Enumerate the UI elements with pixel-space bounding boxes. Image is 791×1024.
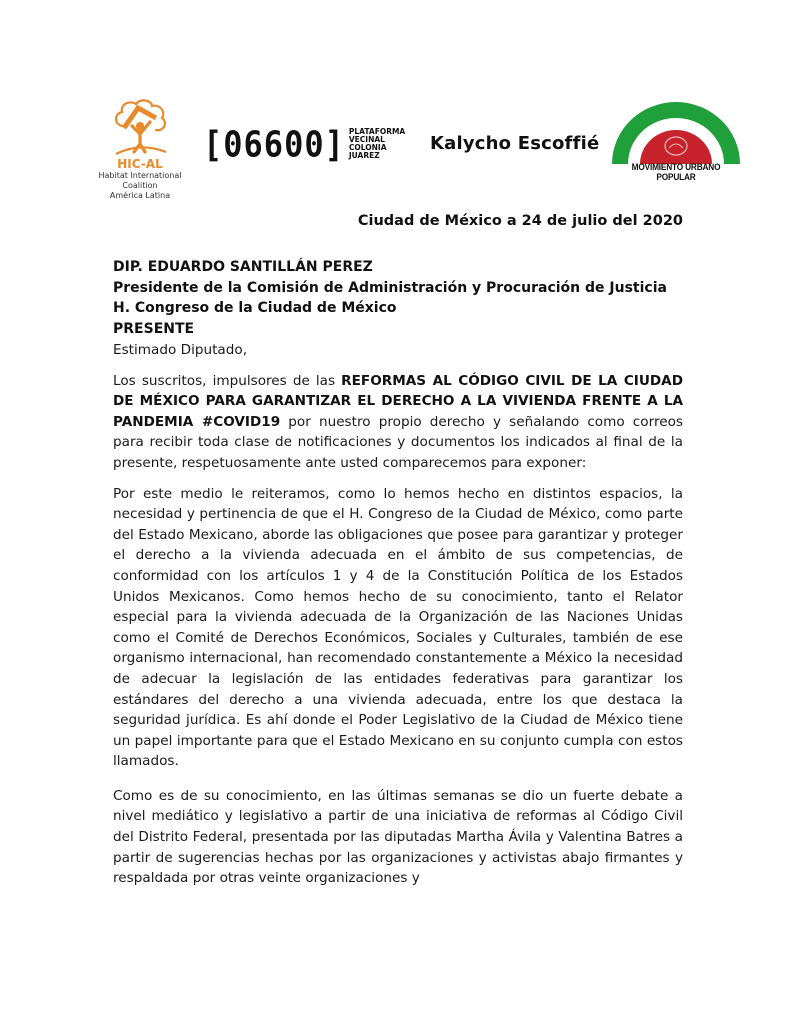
kalycho-escoffie-logo: Kalycho Escoffié [430,133,600,154]
hical-logo [82,96,198,200]
paragraph-intro-lead: Los suscritos, impulsores de las [113,372,342,389]
hical-tree-house-icon [108,96,172,158]
plataforma-line: VECINAL [348,135,385,144]
greeting: Estimado Diputado, [113,342,248,358]
plataforma-text [349,128,405,160]
mup-arch-emblem-icon [606,96,746,166]
addressee-title: Presidente de la Comisión de Administración y Procuración de Justicia [113,279,667,296]
plataforma-vecinal-logo [203,124,405,164]
plataforma-line: COLONIA [348,143,387,152]
letterhead [0,0,791,200]
letter-date: Ciudad de México a 24 de julio del 2020 [357,213,683,229]
hical-subtitle-1: Habitat International Coalition [98,171,182,190]
addressee-presente: PRESENTE [113,320,195,337]
plataforma-line: PLATAFORMA [348,127,406,136]
addressee-block [113,257,693,339]
hical-subtitle-2: América Latina [109,191,171,200]
paragraph-obligations: Por este medio le reiteramos, como lo hemos hecho en distintos espacios, la necesidad y pertinencia de que el H. Congreso de la Ciudad de México, como parte del Estado Mexicano, aborde las obligaciones que posee para garantizar y proteger el derecho a la vivienda adecuada en el ámbito de sus competencias, de conformidad con los artículos 1 y 4 de la Constitución Política de los Estados Unidos Mexicanos. Como hemos hecho de su conocimiento, tanto el Relator especial para la vivienda adecuada de la Organización de las Naciones Unidas como el Comité de Derechos Económicos, Sociales y Culturales, también de ese organismo internacional, han recomendado constantemente a México la necesidad de adecuar la legislación de las entidades federativas para garantizar los estándares del derecho a una vivienda adecuada, entre los que destaca la seguridad jurídica. Es ahí donde el Poder Legislativo de la Ciudad de México tiene un papel importante para que el Estado Mexicano en su conjunto cumpla con estos llamados. [113,485,683,770]
movimiento-urbano-popular-logo [606,96,746,182]
paragraph-intro-rest: por nuestro propio derecho y señalando como correos para recibir toda clase de notificaciones y documentos los indicados al final de la presente, respetuosamente ante usted comparecemos para exponer: [113,413,684,471]
addressee-institution: H. Congreso de la Ciudad de México [113,300,397,316]
addressee-name: DIP. EDUARDO SANTILLÁN PEREZ [113,259,373,275]
plataforma-line: JUAREZ [348,151,380,160]
reform-title: REFORMAS AL CÓDIGO CIVIL DE LA CIUDAD DE MÉXICO PARA GARANTIZAR EL DERECHO A LA VIVIENDA FRENTE A LA PANDEMIA #COVID19 [113,372,683,430]
mup-label: MOVIMIENTO URBANO POPULAR [631,162,721,182]
paragraph-intro [113,371,683,474]
letter-body [113,340,683,899]
plataforma-number: [06600] [203,122,345,166]
hical-name: HIC-AL [117,157,163,171]
paragraph-debate: Como es de su conocimiento, en las últimas semanas se dio un fuerte debate a nivel mediático y legislativo a partir de una iniciativa de reformas al Código Civil del Distrito Federal, presentada por las diputadas Martha Ávila y Valentina Batres a partir de sugerencias hechas por las organizaciones y activistas abajo firmantes y respaldada por otras veinte organizaciones y [113,787,683,887]
